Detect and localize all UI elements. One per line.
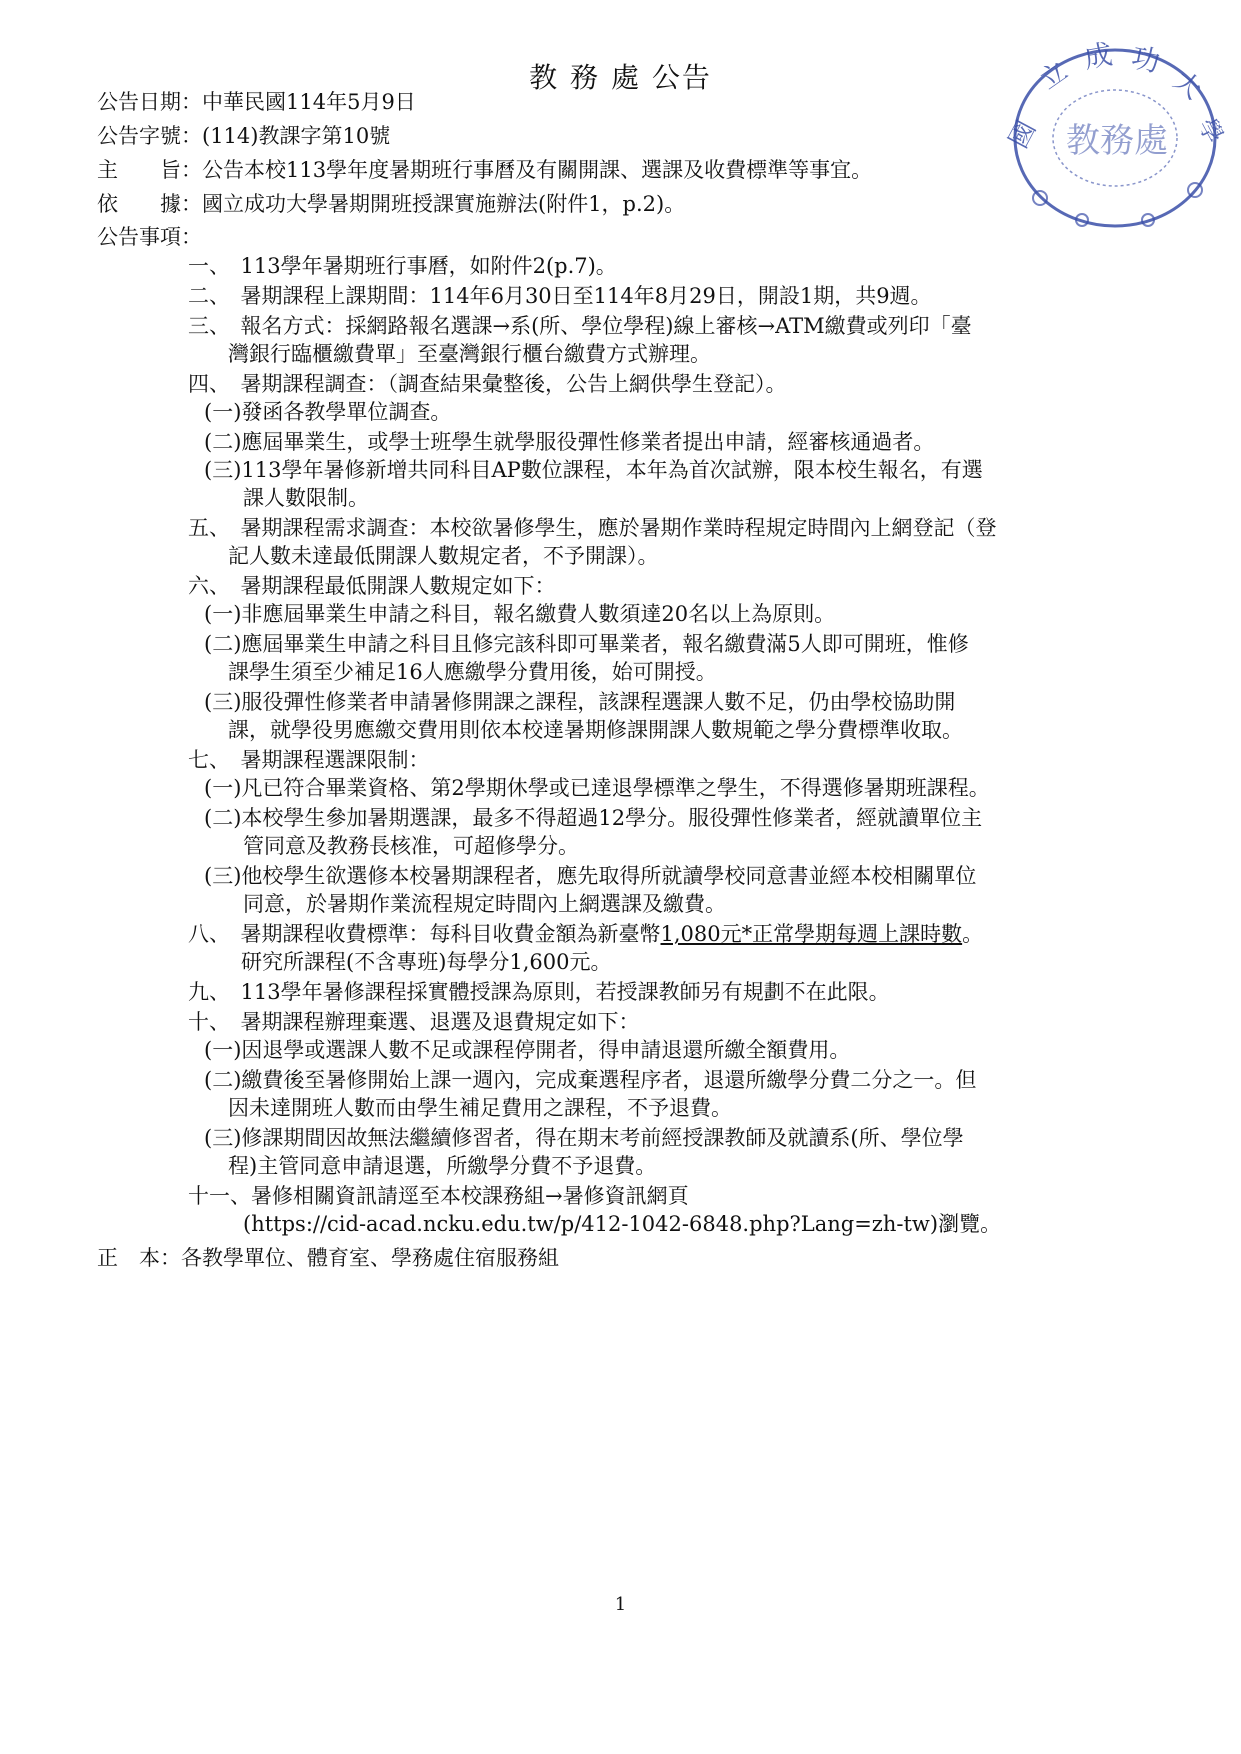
- item-8-line-1: [188, 920, 983, 948]
- svg-text:成: 成: [1081, 37, 1115, 75]
- item-10-sub-2-line-2: 因未達開班人數而由學生補足費用之課程，不予退費。: [228, 1096, 732, 1120]
- item-10: 十、 暑期課程辦理棄選、退選及退費規定如下：: [188, 1010, 640, 1034]
- item-8-period: 。: [962, 922, 984, 946]
- item-7-sub-1: (一)凡已符合畢業資格、第2學期休學或已達退學標準之學生，不得選修暑期班課程。: [204, 776, 990, 800]
- reference-number: 公告字號：(114)教課字第10號: [97, 124, 391, 148]
- item-4-sub-3-line-2: 課人數限制。: [243, 486, 369, 510]
- item-4: 四、 暑期課程調查：（調查結果彙整後，公告上網供學生登記）。: [188, 372, 787, 396]
- item-4-sub-2: (二)應屆畢業生，或學士班學生就學服役彈性修業者提出申請，經審核通過者。: [204, 430, 935, 454]
- item-6: 六、 暑期課程最低開課人數規定如下：: [188, 574, 556, 598]
- item-7-sub-2-line-2: 管同意及教務長核准，可超修學分。: [243, 834, 579, 858]
- item-6-sub-3-line-2: 課，就學役男應繳交費用則依本校達暑期修課開課人數規範之學分費標準收取。: [228, 718, 963, 742]
- item-7-sub-3-line-1: (三)他校學生欲選修本校暑期課程者，應先取得所就讀學校同意書並經本校相關單位: [204, 864, 977, 888]
- item-10-sub-2-line-1: (二)繳費後至暑修開始上課一週內，完成棄選程序者，退還所繳學分費二分之一。但: [204, 1068, 977, 1092]
- svg-text:教務處: 教務處: [1066, 121, 1168, 161]
- svg-text:功: 功: [1128, 40, 1163, 79]
- item-9: 九、 113學年暑修課程採實體授課為原則，若授課教師另有規劃不在此限。: [188, 980, 890, 1004]
- item-11-url-line: (https://cid-acad.ncku.edu.tw/p/412-1042-6848.php?Lang=zh-tw)瀏覽。: [243, 1212, 1002, 1236]
- item-7-sub-3-line-2: 同意，於暑期作業流程規定時間內上網選課及繳費。: [243, 892, 726, 916]
- svg-text:國: 國: [1003, 116, 1043, 154]
- svg-text:大: 大: [1167, 65, 1207, 106]
- announcement-date: 公告日期：中華民國114年5月9日: [97, 90, 416, 114]
- item-7: 七、 暑期課程選課限制：: [188, 748, 430, 772]
- item-10-sub-3-line-1: (三)修課期間因故無法繼續修習者，得在期末考前經授課教師及就讀系(所、學位學: [204, 1126, 964, 1150]
- svg-text:立: 立: [1034, 56, 1074, 96]
- item-6-sub-1: (一)非應屆畢業生申請之科目，報名繳費人數須達20名以上為原則。: [204, 602, 836, 626]
- item-4-sub-3-line-1: (三)113學年暑修新增共同科目AP數位課程，本年為首次試辦，限本校生報名，有選: [204, 458, 983, 482]
- item-10-sub-1: (一)因退學或選課人數不足或課程停開者，得申請退還所繳全額費用。: [204, 1038, 851, 1062]
- page-number: 1: [614, 1594, 627, 1615]
- svg-text:學: 學: [1192, 113, 1229, 149]
- basis-line: 依 據：國立成功大學暑期開班授課實施辦法(附件1，p.2)。: [97, 192, 686, 216]
- item-8-line-2: 研究所課程(不含專班)每學分1,600元。: [241, 950, 612, 974]
- item-8-text: 八、 暑期課程收費標準：每科目收費金額為新臺幣: [188, 922, 661, 946]
- item-11-line-1: 十一、暑修相關資訊請逕至本校課務組→暑修資訊網頁: [188, 1184, 689, 1208]
- item-3-line-2: 灣銀行臨櫃繳費單」至臺灣銀行櫃台繳費方式辦理。: [228, 342, 711, 366]
- item-6-sub-2-line-1: (二)應屆畢業生申請之科目且修完該科即可畢業者，報名繳費滿5人即可開班，惟修: [204, 632, 969, 656]
- document-title: 教 務 處 公告: [529, 61, 712, 94]
- item-3-line-1: 三、 報名方式：採網路報名選課→系(所、學位學程)線上審核→ATM繳費或列印「臺: [188, 314, 972, 338]
- recipients-line: 正 本：各教學單位、體育室、學務處住宿服務組: [97, 1246, 559, 1270]
- item-10-sub-3-line-2: 程)主管同意申請退選，所繳學分費不予退費。: [228, 1154, 657, 1178]
- item-6-sub-2-line-2: 課學生須至少補足16人應繳學分費用後，始可開授。: [228, 660, 717, 684]
- item-4-sub-1: (一)發函各教學單位調查。: [204, 400, 452, 424]
- items-heading: 公告事項：: [97, 225, 202, 249]
- item-8-fee-underlined: 1,080元*正常學期每週上課時數: [660, 922, 963, 946]
- item-2: 二、 暑期課程上課期間：114年6月30日至114年8月29日，開設1期，共9週。: [188, 284, 932, 308]
- official-seal-stamp: [990, 20, 1230, 250]
- item-1: 一、 113學年暑期班行事曆，如附件2(p.7)。: [188, 254, 617, 278]
- item-7-sub-2-line-1: (二)本校學生參加暑期選課，最多不得超過12學分。服役彈性修業者，經就讀單位主: [204, 806, 983, 830]
- item-5-line-2: 記人數未達最低開課人數規定者，不予開課）。: [228, 544, 659, 568]
- item-6-sub-3-line-1: (三)服役彈性修業者申請暑修開課之課程，該課程選課人數不足，仍由學校協助開: [204, 690, 956, 714]
- subject-line: 主 旨：公告本校113學年度暑期班行事曆及有關開課、選課及收費標準等事宜。: [97, 158, 873, 182]
- item-5-line-1: 五、 暑期課程需求調查：本校欲暑修學生，應於暑期作業時程規定時間內上網登記（登: [188, 516, 997, 540]
